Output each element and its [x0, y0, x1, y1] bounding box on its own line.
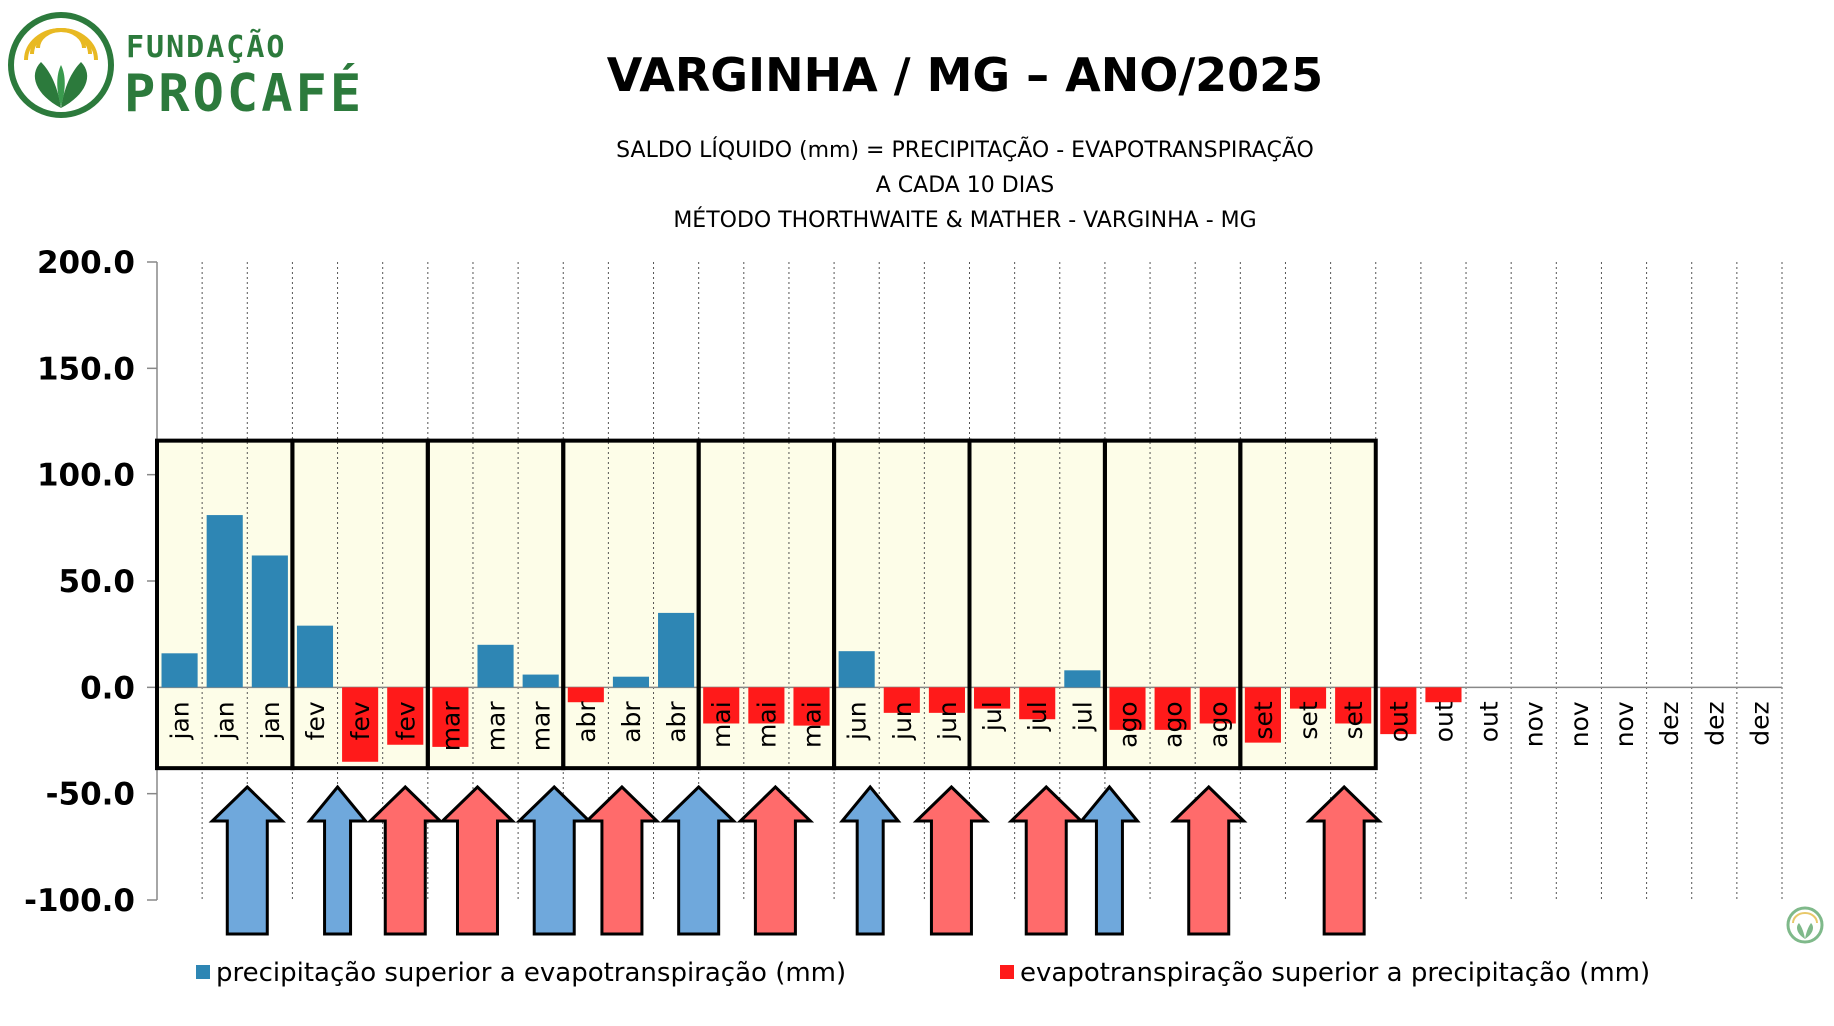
arrow-blue-0: [212, 787, 282, 934]
bar-2: [252, 555, 288, 687]
category-label-4: fev: [346, 701, 376, 741]
category-label-29: out: [1474, 701, 1504, 743]
bar-7: [477, 645, 513, 688]
category-label-9: abr: [571, 701, 601, 743]
category-label-24: set: [1248, 701, 1278, 740]
y-tick-label-2: 100.0: [36, 457, 135, 494]
y-tick-label-6: -100.0: [24, 883, 135, 919]
legend-swatch-negative: [1000, 965, 1014, 979]
corner-logo-icon: [1785, 905, 1825, 945]
bar-11: [658, 613, 694, 687]
arrow-red-13: [1309, 787, 1379, 934]
legend-swatch-positive: [196, 965, 210, 979]
category-label-34: dez: [1700, 701, 1730, 746]
chart-title: VARGINHA / MG – ANO/2025: [606, 48, 1324, 102]
category-label-33: dez: [1655, 701, 1685, 746]
category-label-21: ago: [1113, 701, 1143, 748]
arrow-red-3: [442, 787, 512, 934]
category-label-35: dez: [1745, 701, 1775, 746]
category-label-17: jun: [932, 701, 962, 740]
category-label-8: mar: [526, 701, 556, 752]
legend-item-positive: [196, 958, 846, 988]
legend-label-positive: precipitação superior a evapotranspiração (mm): [216, 958, 847, 988]
bar-15: [839, 651, 875, 687]
y-tick-label-4: 0.0: [80, 670, 135, 707]
arrow-red-12: [1174, 787, 1244, 934]
category-label-2: jan: [255, 701, 285, 740]
category-label-1: jan: [210, 701, 240, 740]
category-label-22: ago: [1158, 701, 1188, 748]
category-label-16: jun: [887, 701, 917, 740]
category-label-30: nov: [1519, 701, 1549, 748]
arrow-blue-11: [1081, 787, 1137, 934]
category-label-11: abr: [662, 701, 692, 743]
category-label-0: jan: [165, 701, 195, 740]
arrow-blue-8: [842, 787, 898, 934]
arrow-blue-1: [310, 787, 366, 934]
category-label-7: mar: [481, 701, 511, 752]
bar-3: [297, 626, 333, 688]
arrow-red-10: [1011, 787, 1081, 934]
category-label-14: mai: [797, 701, 827, 748]
category-label-5: fev: [391, 701, 421, 741]
category-label-31: nov: [1564, 701, 1594, 748]
category-label-20: jul: [1068, 701, 1098, 732]
arrow-blue-4: [519, 787, 589, 934]
y-tick-label-3: 50.0: [58, 564, 135, 600]
arrow-red-7: [740, 787, 810, 934]
chart-subtitle-line-2: A CADA 10 DIAS: [875, 173, 1055, 198]
bar-9: [568, 687, 604, 702]
category-label-27: out: [1384, 701, 1414, 743]
category-label-15: jun: [842, 701, 872, 740]
bar-0: [162, 653, 198, 687]
category-label-3: fev: [300, 701, 330, 741]
legend-label-negative: evapotranspiração superior a precipitação (mm): [1020, 958, 1651, 988]
arrow-blue-6: [664, 787, 734, 934]
logo-text-fundacao: FUNDAÇÃO: [126, 30, 287, 65]
arrow-red-2: [370, 787, 440, 934]
y-tick-label-5: -50.0: [45, 776, 135, 813]
category-label-6: mar: [436, 701, 466, 752]
category-label-23: ago: [1203, 701, 1233, 748]
chart-subtitle-line-1: SALDO LÍQUIDO (mm) = PRECIPITAÇÃO - EVAPOTRANSPIRAÇÃO: [616, 138, 1314, 163]
category-label-28: out: [1429, 701, 1459, 743]
y-tick-label-0: 200.0: [36, 245, 135, 281]
legend-item-negative: [1000, 958, 1650, 988]
category-label-25: set: [1294, 701, 1324, 740]
bar-8: [523, 675, 559, 688]
bar-1: [207, 515, 243, 687]
category-label-10: abr: [616, 701, 646, 743]
category-label-12: mai: [707, 701, 737, 748]
arrow-red-9: [916, 787, 986, 934]
category-label-26: set: [1339, 701, 1369, 740]
category-label-13: mai: [752, 701, 782, 748]
logo-text-procafe: PROCAFÉ: [124, 64, 365, 124]
y-tick-label-1: 150.0: [36, 351, 135, 388]
bar-20: [1064, 670, 1100, 687]
arrow-red-5: [587, 787, 657, 934]
category-label-19: jul: [1023, 701, 1053, 732]
category-label-32: nov: [1610, 701, 1640, 748]
bar-10: [613, 677, 649, 688]
category-label-18: jul: [978, 701, 1008, 732]
bar-28: [1425, 687, 1461, 702]
chart-subtitle-line-3: MÉTODO THORTHWAITE & MATHER - VARGINHA - MG: [673, 208, 1257, 233]
